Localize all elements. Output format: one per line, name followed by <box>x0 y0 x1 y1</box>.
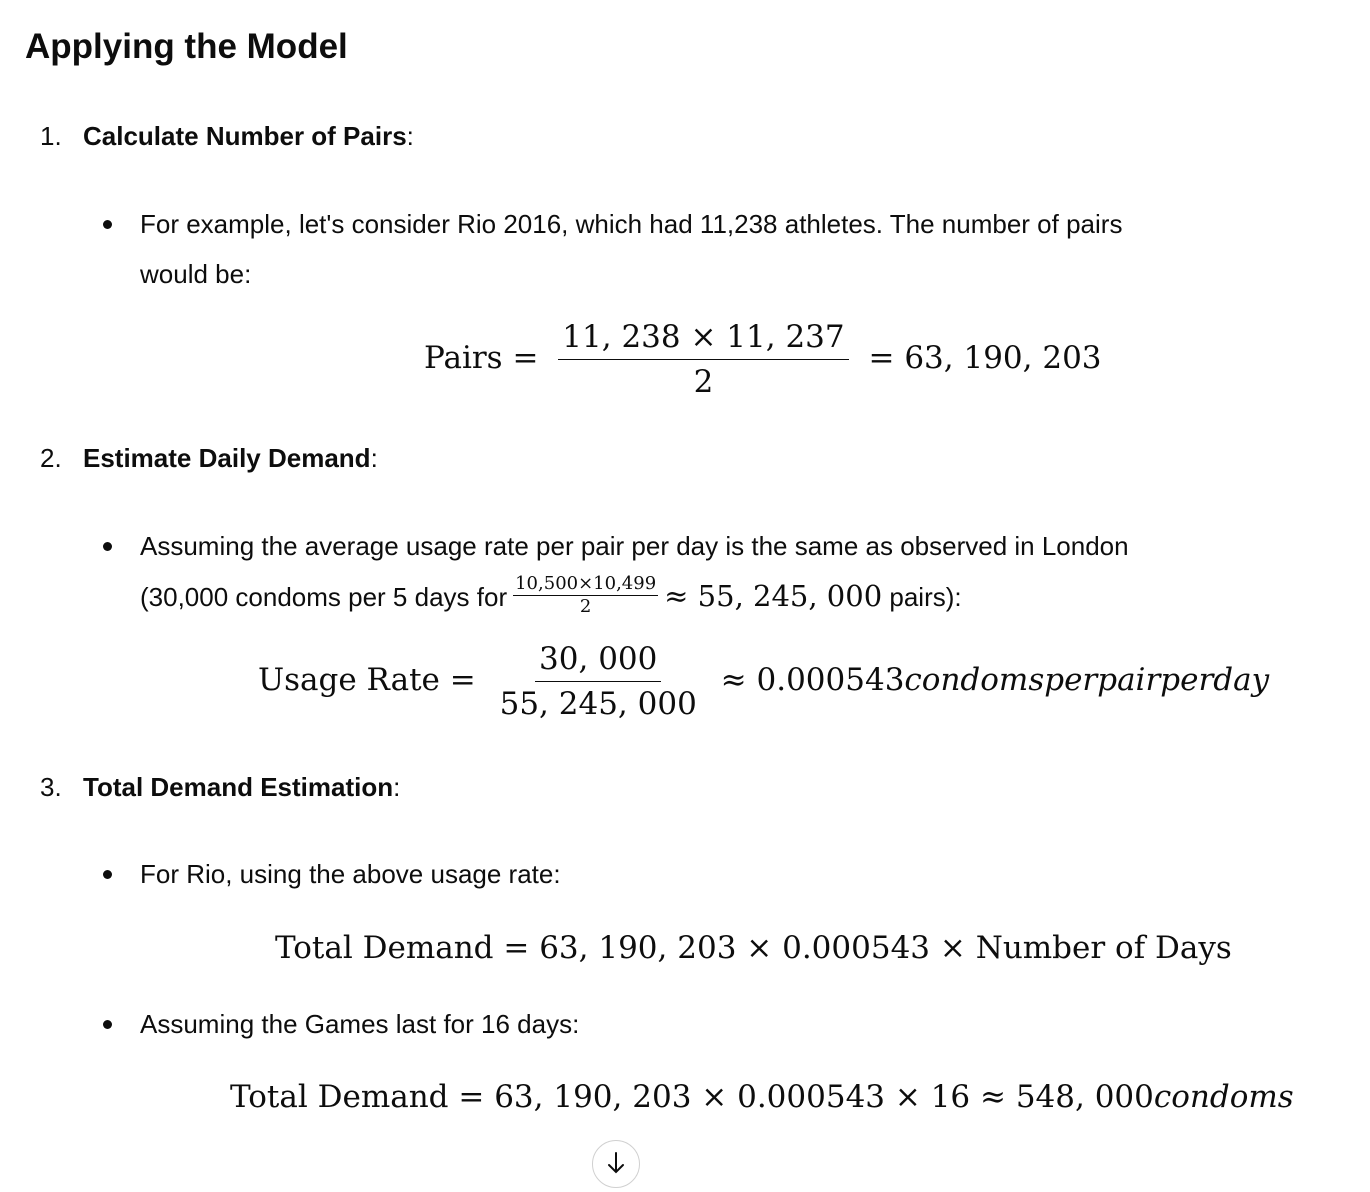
equation-equals: = <box>512 340 539 376</box>
equation-rhs-italic: condoms <box>1153 1079 1294 1115</box>
fraction-numerator: 10,500×10,499 <box>515 572 657 594</box>
bullet-rio-usage <box>103 849 561 899</box>
arrow-down-icon <box>593 1141 639 1187</box>
equation-equals: = <box>449 662 476 698</box>
step-colon: : <box>370 443 378 473</box>
bullet-text-line: For example, let's consider Rio 2016, which had 11,238 athletes. The number of pairs <box>140 209 1123 239</box>
equation-rhs: ≈ 0.000543 <box>720 662 905 698</box>
bullet-text-line <box>140 571 1129 622</box>
equation-pairs <box>424 318 1102 401</box>
step-title: Calculate Number of Pairs <box>83 121 407 151</box>
step-title: Total Demand Estimation <box>83 772 394 802</box>
step-1 <box>40 116 414 156</box>
scroll-down-button[interactable] <box>592 1140 640 1188</box>
fraction-numerator: 11, 238 × 11, 237 <box>558 318 848 360</box>
equation-rhs-italic: condomsperpairperday <box>904 662 1270 698</box>
inline-fraction <box>513 574 658 617</box>
step-colon: : <box>406 121 414 151</box>
equation-fraction <box>496 640 701 723</box>
bullet-dot-icon <box>103 220 112 229</box>
bullet-dot-icon <box>103 870 112 879</box>
fraction-numerator: 30, 000 <box>535 640 661 682</box>
step-colon: : <box>393 772 401 802</box>
bullet-usage-assumption <box>103 521 1129 622</box>
bullet-games-duration <box>103 999 579 1049</box>
equation-fraction <box>558 318 848 401</box>
bullet-text-post: pairs): <box>889 582 962 612</box>
bullet-text-pre: (30,000 condoms per 5 days for <box>140 582 508 612</box>
bullet-rio-example <box>103 199 1122 299</box>
bullet-text-line: For Rio, using the above usage rate: <box>140 859 561 889</box>
step-number: 1. <box>40 121 62 151</box>
equation-total-demand: Total Demand = 63, 190, 203 × 0.000543 × Number of Days <box>275 930 1232 966</box>
fraction-denominator: 2 <box>579 595 592 617</box>
equation-lhs: Pairs <box>424 340 503 376</box>
equation-rhs: = 63, 190, 203 <box>868 340 1102 376</box>
step-title: Estimate Daily Demand <box>83 443 371 473</box>
bullet-dot-icon <box>103 542 112 551</box>
bullet-text-line: Assuming the Games last for 16 days: <box>140 1009 580 1039</box>
step-number: 3. <box>40 772 62 802</box>
bullet-text-line: would be: <box>140 259 252 289</box>
equation-usage-rate <box>258 640 1269 723</box>
fraction-denominator: 55, 245, 000 <box>499 686 697 722</box>
step-3 <box>40 767 400 807</box>
bullet-text-line: Assuming the average usage rate per pair per day is the same as observed in London <box>140 531 1129 561</box>
fraction-denominator: 2 <box>693 364 714 400</box>
bullet-dot-icon <box>103 1020 112 1029</box>
section-heading: Applying the Model <box>25 27 348 66</box>
step-2 <box>40 438 378 478</box>
equation-lhs: Usage Rate <box>258 662 440 698</box>
equation-total-demand-16-days <box>230 1075 1294 1119</box>
step-number: 2. <box>40 443 62 473</box>
inline-math: ≈ 55, 245, 000 <box>664 579 883 613</box>
equation-body: Total Demand = 63, 190, 203 × 0.000543 × 16 ≈ 548, 000 <box>230 1079 1154 1115</box>
